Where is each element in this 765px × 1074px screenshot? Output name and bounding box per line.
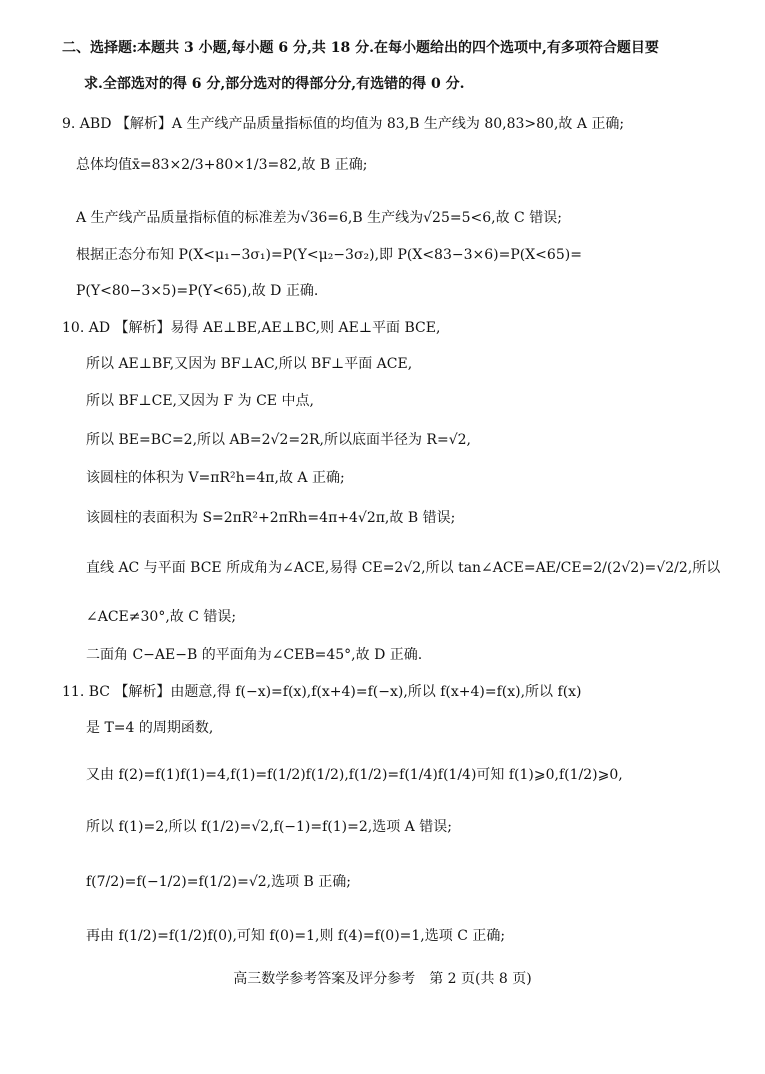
q9-line3: A 生产线产品质量指标值的标准差为√36=6,B 生产线为√25=5<6,故 C 错误;	[76, 210, 562, 226]
q11-line2: 是 T=4 的周期函数,	[86, 720, 214, 736]
q10-line6: 该圆柱的表面积为 S=2πR²+2πRh=4π+4√2π,故 B 错误;	[86, 510, 456, 526]
q10-line5: 该圆柱的体积为 V=πR²h=4π,故 A 正确;	[86, 470, 345, 486]
q9-line5: P(Y<80−3×5)=P(Y<65),故 D 正确.	[76, 283, 319, 299]
q10-line2: 所以 AE⊥BF,又因为 BF⊥AC,所以 BF⊥平面 ACE,	[86, 356, 413, 372]
q10-line8: ∠ACE≠30°,故 C 错误;	[86, 609, 237, 625]
q9-line4: 根据正态分布知 P(X<μ₁−3σ₁)=P(Y<μ₂−3σ₂),即 P(X<83−3×6)=P(X<65)=	[76, 247, 582, 263]
q11-line5: f(7/2)=f(−1/2)=f(1/2)=√2,选项 B 正确;	[86, 874, 352, 890]
section-heading-line1: 二、选择题:本题共 3 小题,每小题 6 分,共 18 分.在每小题给出的四个选项中,有多项符合题目要	[62, 40, 659, 56]
section-heading-line2: 求.全部选对的得 6 分,部分选对的得部分分,有选错的得 0 分.	[84, 76, 465, 92]
q11-line1: 11. BC 【解析】由题意,得 f(−x)=f(x),f(x+4)=f(−x),所以 f(x+4)=f(x),所以 f(x)	[62, 684, 582, 700]
q11-line6: 再由 f(1/2)=f(1/2)f(0),可知 f(0)=1,则 f(4)=f(0)=1,选项 C 正确;	[86, 928, 506, 944]
q10-line7: 直线 AC 与平面 BCE 所成角为∠ACE,易得 CE=2√2,所以 tan∠ACE=AE/CE=2/(2√2)=√2/2,所以	[86, 560, 721, 576]
q11-line4: 所以 f(1)=2,所以 f(1/2)=√2,f(−1)=f(1)=2,选项 A 错误;	[86, 819, 452, 835]
q10-line4: 所以 BE=BC=2,所以 AB=2√2=2R,所以底面半径为 R=√2,	[86, 432, 471, 448]
page-footer: 高三数学参考答案及评分参考 第 2 页(共 8 页)	[233, 971, 532, 987]
q10-line9: 二面角 C−AE−B 的平面角为∠CEB=45°,故 D 正确.	[86, 647, 423, 663]
q10-line3: 所以 BF⊥CE,又因为 F 为 CE 中点,	[86, 393, 314, 409]
q10-line1: 10. AD 【解析】易得 AE⊥BE,AE⊥BC,则 AE⊥平面 BCE,	[62, 320, 441, 336]
q9-line1: 9. ABD 【解析】A 生产线产品质量指标值的均值为 83,B 生产线为 80,83>80,故 A 正确;	[62, 116, 625, 132]
q11-line3: 又由 f(2)=f(1)f(1)=4,f(1)=f(1/2)f(1/2),f(1/2)=f(1/4)f(1/4)可知 f(1)⩾0,f(1/2)⩾0,	[86, 767, 623, 783]
q9-line2: 总体均值x̄=83×2/3+80×1/3=82,故 B 正确;	[76, 157, 368, 173]
